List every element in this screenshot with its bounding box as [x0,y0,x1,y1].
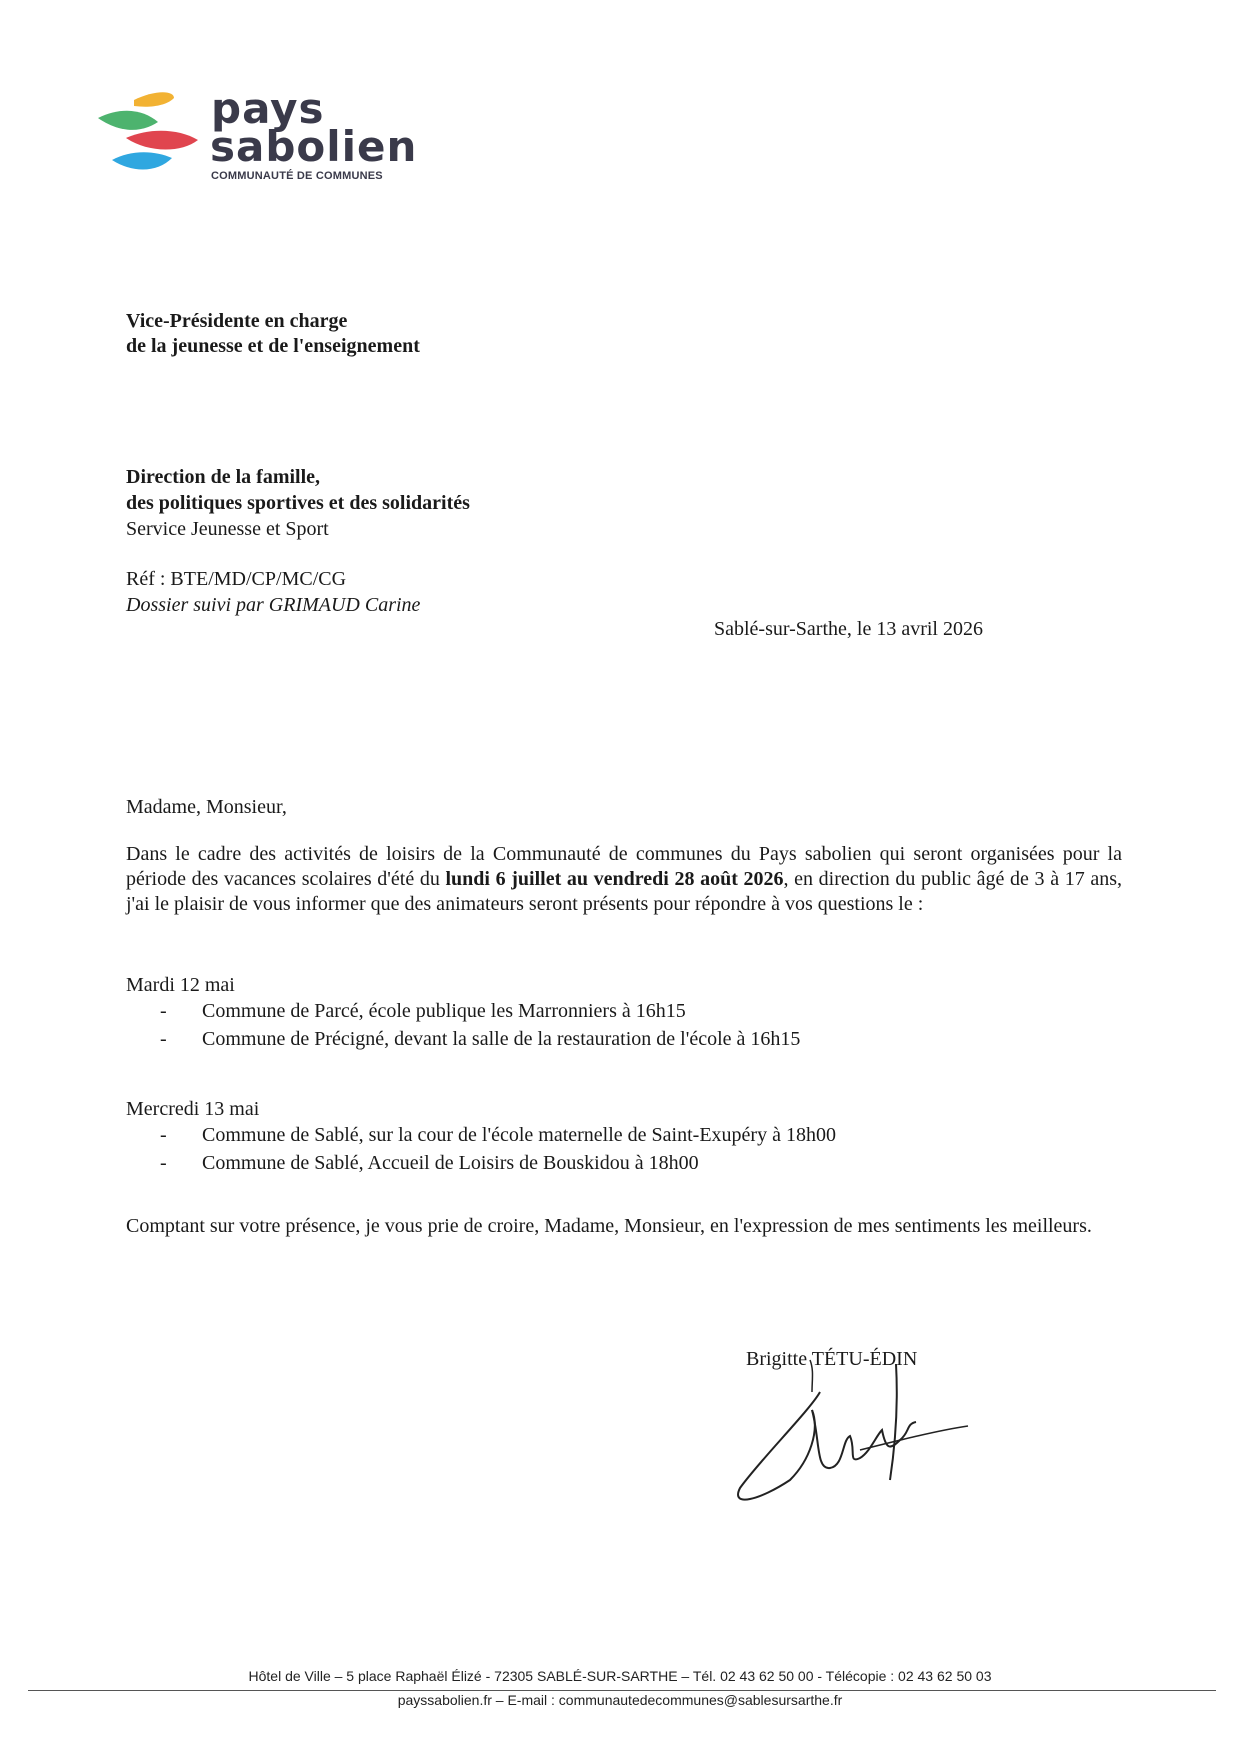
closing-paragraph: Comptant sur votre présence, je vous prie de croire, Madame, Monsieur, en l'expression de mes sentiments les meilleurs. [126,1215,1092,1237]
schedule-item [160,1150,699,1176]
bullet-dash: - [160,1124,167,1146]
footer-divider [28,1690,1216,1691]
schedule-item-text: Commune de Sablé, sur la cour de l'école maternelle de Saint-Exupéry à 18h00 [202,1124,836,1146]
logo-word-sabolien: sabolien [210,122,418,171]
schedule-item [160,1122,836,1148]
department-line3: Service Jeunesse et Sport [126,518,329,540]
schedule-item-text: Commune de Parcé, école publique les Marronniers à 16h15 [202,1000,686,1022]
place-date: Sablé-sur-Sarthe, le 13 avril 2026 [714,618,983,640]
logo-red-stroke [126,131,198,150]
bullet-dash: - [160,1000,167,1022]
signature-stroke [810,1360,813,1392]
logo-green-stroke [98,111,158,130]
logo-word-pays: pays [211,84,325,133]
schedule-item [160,1026,800,1052]
sender-title-line1: Vice-Présidente en charge [126,310,348,332]
reference: Réf : BTE/MD/CP/MC/CG [126,568,347,590]
intro-part2: , en direction du public âgé de 3 à 17 ans, j'ai le plaisir de vous informer que des animateurs seront présents pour répondre à vos questions le : [126,868,1123,915]
footer-contact: payssabolien.fr – E-mail : communautedecommunes@sablesursarthe.fr [397,1692,843,1708]
logo-yellow-stroke [134,92,174,106]
signature-stroke [738,1392,820,1500]
handwritten-signature [720,1340,980,1520]
logo-blue-stroke [112,152,172,169]
signature-stroke [812,1410,916,1468]
logo-mark-icon [96,88,206,188]
footer-address: Hôtel de Ville – 5 place Raphaël Élizé - 72305 SABLÉ-SUR-SARTHE – Tél. 02 43 62 50 00 - Télécopie : 02 43 62 50 03 [248,1668,992,1684]
bullet-dash: - [160,1152,167,1174]
schedule-item-text: Commune de Sablé, Accueil de Loisirs de Bouskidou à 18h00 [202,1152,699,1174]
schedule-day-1: Mardi 12 mai [126,974,235,996]
intro-dates: lundi 6 juillet au vendredi 28 août 2026 [445,868,784,890]
bullet-dash: - [160,1028,167,1050]
signature-stroke [890,1364,897,1480]
intro-part1: Dans le cadre des activités de loisirs de la Communauté de communes du Pays sabolien qui seront organisées pour la période des vacances scolaires d'été du [126,843,1122,890]
department-line2: des politiques sportives et des solidarités [126,492,470,514]
schedule-item [160,998,686,1024]
sender-title-line2: de la jeunesse et de l'enseignement [126,335,420,357]
intro-paragraph [126,842,1122,917]
salutation: Madame, Monsieur, [126,796,287,818]
schedule-item-text: Commune de Précigné, devant la salle de la restauration de l'école à 16h15 [202,1028,801,1050]
signature-name: Brigitte TÉTU-ÉDIN [746,1348,918,1370]
follow-up: Dossier suivi par GRIMAUD Carine [126,594,421,616]
department-line1: Direction de la famille, [126,466,321,488]
logo-subtitle: COMMUNAUTÉ DE COMMUNES [211,170,383,182]
logo [96,84,418,188]
schedule-day-2: Mercredi 13 mai [126,1098,260,1120]
